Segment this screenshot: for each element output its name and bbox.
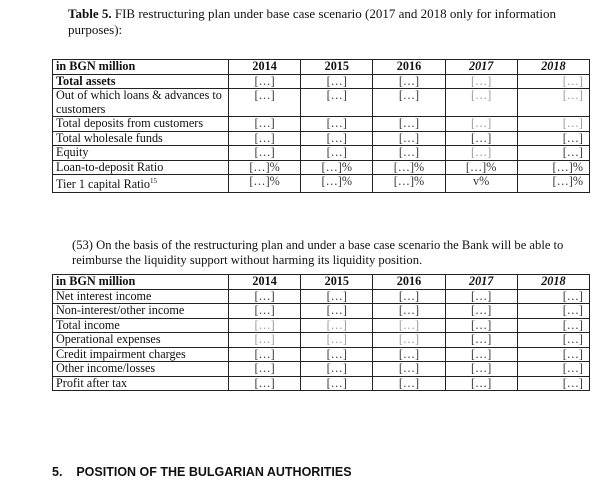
value-cell: […] (517, 362, 589, 377)
header-cell: in BGN million (53, 275, 229, 290)
table-row (53, 74, 590, 89)
value-cell: […] (373, 333, 445, 348)
section-title: POSITION OF THE BULGARIAN AUTHORITIES (76, 465, 352, 479)
value-cell: […] (229, 333, 301, 348)
table-row (53, 175, 590, 193)
header-cell: 2017 (445, 275, 517, 290)
value-cell: […] (373, 131, 445, 146)
value-cell: […] (517, 131, 589, 146)
value-cell: […] (229, 362, 301, 377)
value-cell: […]% (373, 160, 445, 175)
section-heading (52, 465, 352, 479)
value-cell: v% (445, 175, 517, 193)
header-cell: 2016 (373, 275, 445, 290)
value-cell: […] (445, 289, 517, 304)
value-cell: […] (517, 289, 589, 304)
value-cell: […] (229, 318, 301, 333)
value-cell: […] (229, 304, 301, 319)
header-cell: 2015 (301, 275, 373, 290)
section-number: 5. (52, 465, 63, 479)
value-cell: […] (517, 117, 589, 132)
paragraph-53 (72, 238, 587, 268)
value-cell: […] (229, 74, 301, 89)
row-label: Total wholesale funds (53, 131, 229, 146)
value-cell: […] (301, 318, 373, 333)
table-header-row (53, 275, 590, 290)
header-cell: 2018 (517, 60, 589, 75)
table-row (53, 146, 590, 161)
value-cell: […] (301, 304, 373, 319)
table-row (53, 376, 590, 391)
value-cell: […] (229, 117, 301, 132)
header-cell: 2017 (445, 60, 517, 75)
value-cell: […]% (373, 175, 445, 193)
value-cell: […] (445, 146, 517, 161)
value-cell: […] (445, 117, 517, 132)
value-cell: […] (445, 304, 517, 319)
table-row (53, 89, 590, 117)
value-cell: […] (229, 89, 301, 117)
header-cell: 2016 (373, 60, 445, 75)
value-cell: […]% (445, 160, 517, 175)
table-row (53, 289, 590, 304)
header-cell: in BGN million (53, 60, 229, 75)
value-cell: […] (517, 333, 589, 348)
row-label: Net interest income (53, 289, 229, 304)
value-cell: […] (445, 362, 517, 377)
value-cell: […] (373, 289, 445, 304)
value-cell: […] (373, 376, 445, 391)
value-cell: […]% (301, 175, 373, 193)
caption-label: Table 5. (68, 6, 112, 21)
value-cell: […] (373, 117, 445, 132)
caption-text: FIB restructuring plan under base case scenario (2017 and 2018 only for information purposes): (68, 6, 556, 37)
row-label: Loan-to-deposit Ratio (53, 160, 229, 175)
value-cell: […] (517, 89, 589, 117)
value-cell: […] (517, 347, 589, 362)
value-cell: […] (229, 289, 301, 304)
paragraph-text: On the basis of the restructuring plan and under a base case scenario the Bank will be able to reimburse the liquidity support without harming its liquidity position. (72, 238, 564, 267)
value-cell: […] (445, 376, 517, 391)
value-cell: […] (229, 376, 301, 391)
row-label: Equity (53, 146, 229, 161)
value-cell: […] (301, 333, 373, 348)
header-cell: 2015 (301, 60, 373, 75)
value-cell: […] (301, 376, 373, 391)
value-cell: […] (301, 146, 373, 161)
value-cell: […] (373, 304, 445, 319)
row-label: Total income (53, 318, 229, 333)
value-cell: […]% (229, 160, 301, 175)
table-row (53, 347, 590, 362)
value-cell: […]% (517, 160, 589, 175)
value-cell: […]% (301, 160, 373, 175)
header-cell: 2018 (517, 275, 589, 290)
table-row (53, 333, 590, 348)
row-label: Other income/losses (53, 362, 229, 377)
header-cell: 2014 (229, 60, 301, 75)
value-cell: […] (517, 74, 589, 89)
value-cell: […] (517, 318, 589, 333)
row-label: Out of which loans & advances to customers (53, 89, 229, 117)
row-label (53, 175, 229, 193)
value-cell: […] (445, 318, 517, 333)
value-cell: […] (517, 304, 589, 319)
value-cell: […] (229, 146, 301, 161)
value-cell: […] (445, 347, 517, 362)
value-cell: […] (301, 347, 373, 362)
paragraph-number: (53) (72, 238, 93, 252)
restructuring-plan-table (52, 59, 590, 193)
row-label: Non-interest/other income (53, 304, 229, 319)
row-label: Credit impairment charges (53, 347, 229, 362)
value-cell: […] (445, 89, 517, 117)
value-cell: […] (229, 131, 301, 146)
row-label: Total assets (53, 74, 229, 89)
value-cell: […] (301, 362, 373, 377)
row-label: Operational expenses (53, 333, 229, 348)
value-cell: […] (373, 74, 445, 89)
value-cell: […] (301, 117, 373, 132)
value-cell: […] (373, 89, 445, 117)
row-label-text: Tier 1 capital Ratio (56, 177, 150, 192)
value-cell: […] (301, 89, 373, 117)
value-cell: […] (301, 74, 373, 89)
table-caption (68, 6, 588, 38)
value-cell: […] (445, 74, 517, 89)
value-cell: […] (301, 131, 373, 146)
value-cell: […]% (229, 175, 301, 193)
table-header-row (53, 60, 590, 75)
value-cell: […]% (517, 175, 589, 193)
table-row (53, 362, 590, 377)
value-cell: […] (445, 333, 517, 348)
value-cell: […] (373, 318, 445, 333)
row-label: Total deposits from customers (53, 117, 229, 132)
footnote-marker[interactable]: 15 (150, 177, 157, 185)
table-row (53, 160, 590, 175)
table-row (53, 318, 590, 333)
value-cell: […] (301, 289, 373, 304)
row-label: Profit after tax (53, 376, 229, 391)
value-cell: […] (373, 146, 445, 161)
value-cell: […] (445, 131, 517, 146)
value-cell: […] (229, 347, 301, 362)
value-cell: […] (373, 362, 445, 377)
table-row (53, 117, 590, 132)
value-cell: […] (373, 347, 445, 362)
value-cell: […] (517, 376, 589, 391)
table-row (53, 131, 590, 146)
header-cell: 2014 (229, 275, 301, 290)
table-row (53, 304, 590, 319)
income-table (52, 274, 590, 391)
value-cell: […] (517, 146, 589, 161)
